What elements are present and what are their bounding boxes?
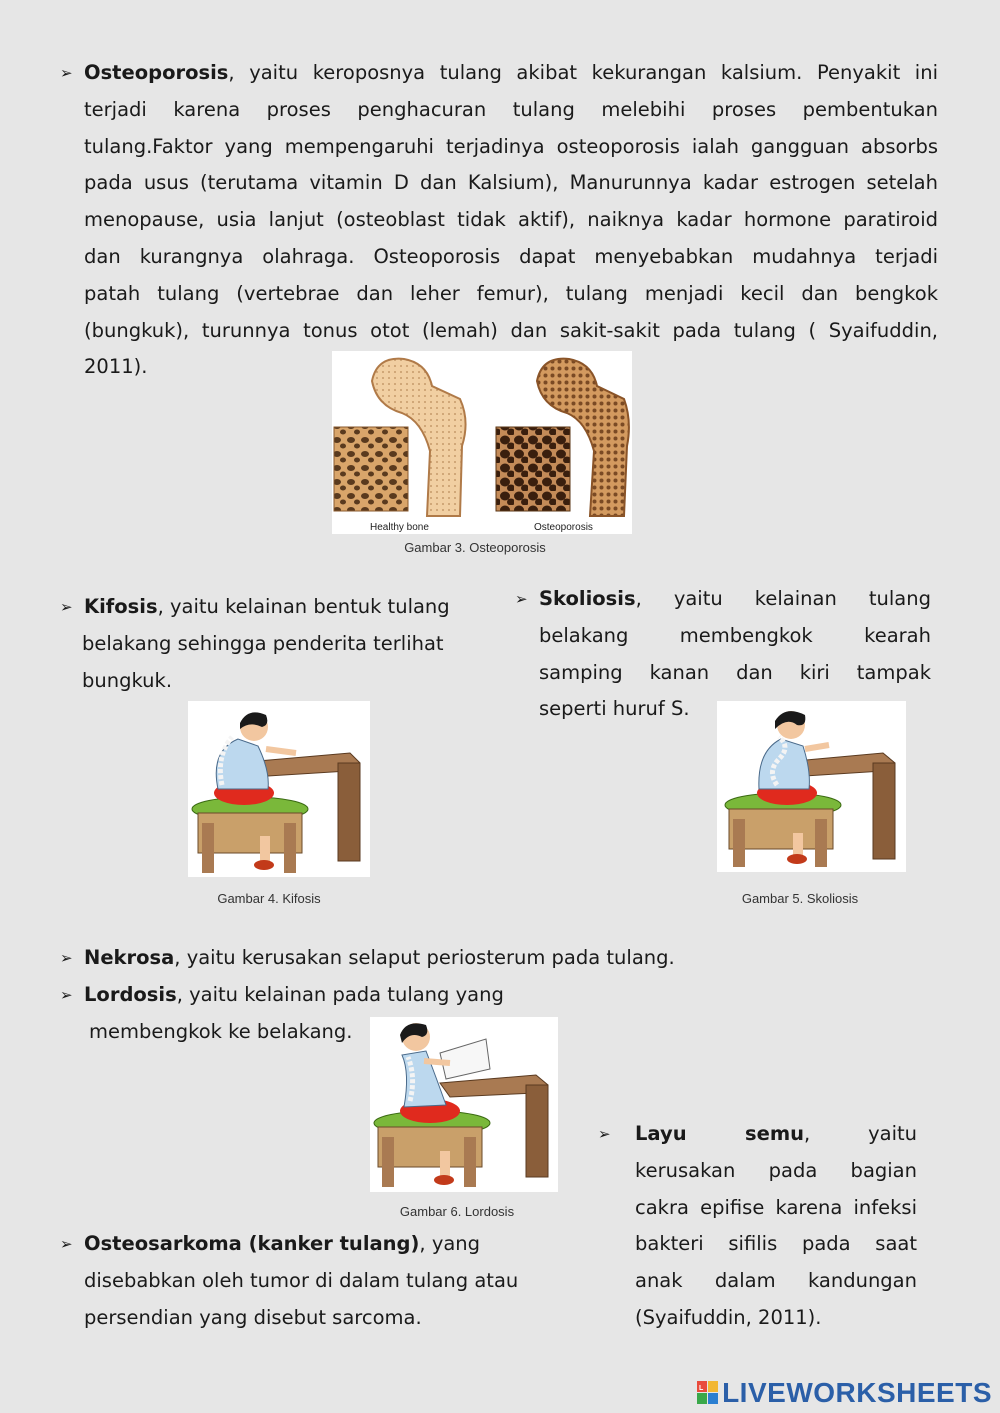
- liveworksheets-logo-icon: [697, 1380, 719, 1404]
- osteoporosis-paragraph: Osteoporosis, yaitu keroposnya tulang akibat kekurangan kalsium. Penyakit ini terjadi karena proses penghacuran tulang melebihi proses pembentukan tulang.Faktor yang mempengaruhi terjadinya osteoporosis ialah gangguan absorbs pada usus (terutama vitamin D dan Kalsium), Manurunnya kadar estrogen setelah menopause, usia lanjut (osteoblast tidak aktif), naiknya kadar hormone paratiroid dan kurangnya olahraga. Osteoporosis dapat menyebabkan mudahnya terjadi patah tulang (vertebrae dan leher femur), tulang menjadi kecil dan bengkok (bungkuk), turunnya tonus otot (lemah) dan sakit-sakit pada tulang ( Syaifuddin, 2011).: [84, 61, 938, 379]
- lordosis-term: Lordosis: [84, 983, 177, 1006]
- nekrosa-paragraph: Nekrosa, yaitu kerusakan selaput periosterum pada tulang.: [84, 946, 675, 969]
- nekrosa-term: Nekrosa: [84, 946, 175, 969]
- caption-gambar-5: Gambar 5. Skoliosis: [741, 891, 859, 906]
- skoliosis-paragraph: Skoliosis, yaitu kelainan tulang belakang membengkok kearah samping kanan dan kiri tampak seperti huruf S.: [539, 587, 931, 721]
- kifosis-paragraph: Kifosis, yaitu kelainan bentuk tulang belakang sehingga penderita terlihat bungkuk.: [82, 595, 450, 692]
- bullet-arrow-icon: ➢: [60, 949, 73, 967]
- bullet-arrow-icon: ➢: [515, 590, 528, 608]
- healthy-bone-label: Healthy bone: [370, 522, 429, 533]
- kifosis-term: Kifosis: [84, 595, 158, 618]
- kifosis-figure: [188, 701, 370, 877]
- lordosis-figure: [370, 1017, 558, 1192]
- osteosarkoma-paragraph: Osteosarkoma (kanker tulang), yang disebabkan oleh tumor di dalam tulang atau persendian yang disebut sarcoma.: [84, 1232, 519, 1329]
- bullet-arrow-icon: ➢: [60, 64, 73, 82]
- bullet-arrow-icon: ➢: [598, 1125, 611, 1143]
- skoliosis-term: Skoliosis: [539, 587, 636, 610]
- lordosis-paragraph: Lordosis, yaitu kelainan pada tulang yang membengkok ke belakang.: [84, 983, 504, 1043]
- caption-gambar-6: Gambar 6. Lordosis: [399, 1204, 515, 1219]
- healthy-bone-closeup: [334, 427, 408, 511]
- osteosarkoma-term: Osteosarkoma (kanker tulang): [84, 1232, 420, 1255]
- svg-text:L: L: [699, 1385, 704, 1392]
- layu-semu-paragraph: Layu semu, yaitu kerusakan pada bagian cakra epifise karena infeksi bakteri sifilis pada saat anak dalam kandungan (Syaifuddin, 2011).: [635, 1122, 917, 1329]
- liveworksheets-logo[interactable]: [697, 1377, 992, 1409]
- layu-semu-term: Layu semu: [635, 1122, 805, 1145]
- osteoporotic-bone-closeup: [496, 427, 570, 511]
- bullet-arrow-icon: ➢: [60, 1235, 73, 1253]
- liveworksheets-logo-text: LIVEWORKSHEETS: [722, 1377, 992, 1408]
- caption-gambar-4: Gambar 4. Kifosis: [217, 891, 321, 906]
- bullet-arrow-icon: ➢: [60, 598, 73, 616]
- osteoporosis-term: Osteoporosis: [84, 61, 229, 84]
- osteoporosis-label: Osteoporosis: [534, 522, 593, 533]
- bullet-arrow-icon: ➢: [60, 986, 73, 1004]
- skoliosis-figure: [717, 701, 906, 872]
- caption-gambar-3: Gambar 3. Osteoporosis: [404, 540, 546, 555]
- osteoporosis-figure: [332, 351, 632, 534]
